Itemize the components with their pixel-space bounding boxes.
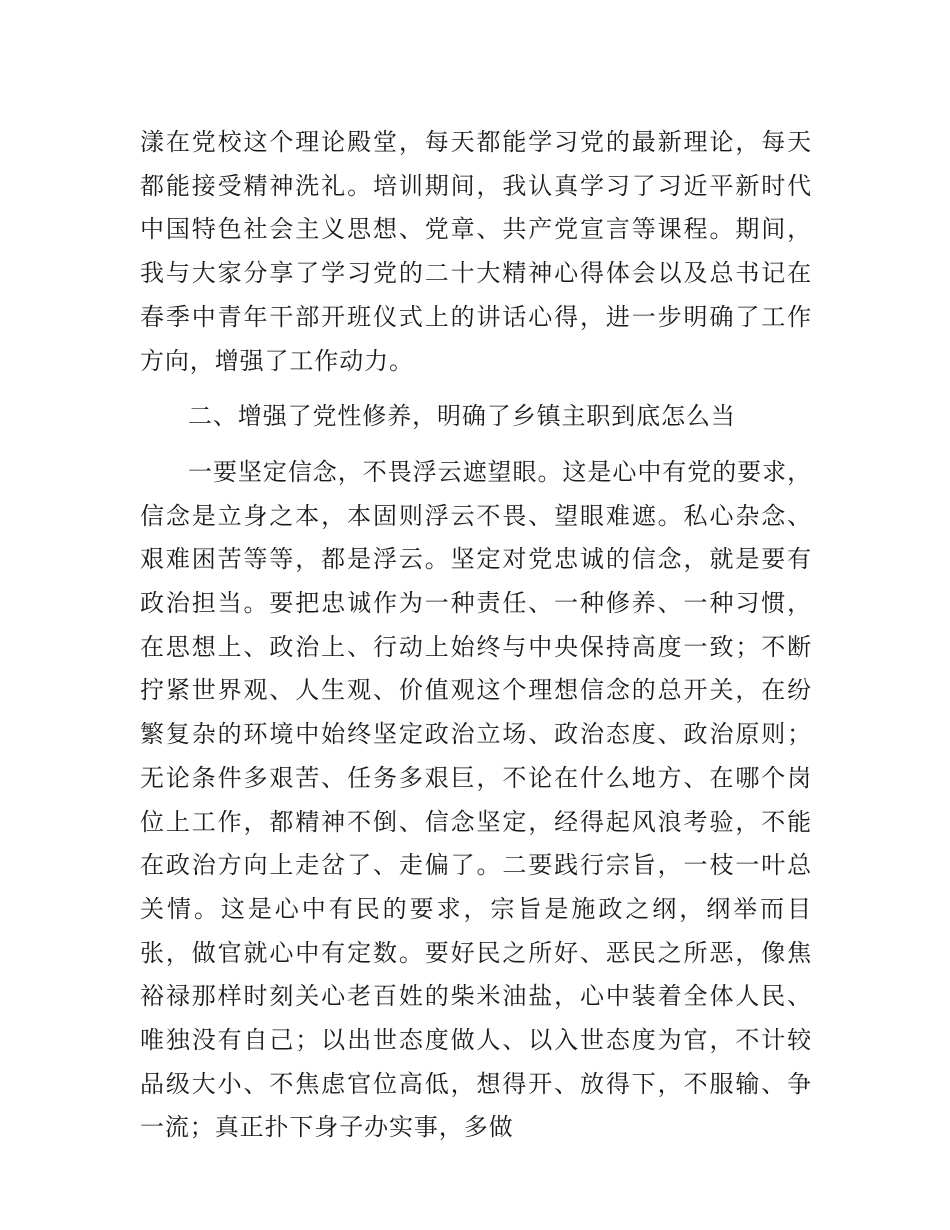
section-heading: 二、增强了党性修养，明确了乡镇主职到底怎么当	[188, 402, 736, 431]
paragraph-continuation: 漾在党校这个理论殿堂，每天都能学习党的最新理论，每天都能接受精神洗礼。培训期间，我认真学习了习近平新时代中国特色社会主义思想、党章、共产党宣言等课程。期间，我与大家分享了学习党的二十大精神心得体会以及总书记在春季中青年干部开班仪式上的讲话心得，进一步明确了工作方向，增强了工作动力。	[140, 128, 812, 375]
paragraph-body: 一要坚定信念，不畏浮云遮望眼。这是心中有党的要求，信念是立身之本，本固则浮云不畏、望眼难遮。私心杂念、艰难困苦等等，都是浮云。坚定对党忠诚的信念，就是要有政治担当。要把忠诚作为一种责任、一种修养、一种习惯，在思想上、政治上、行动上始终与中央保持高度一致；不断拧紧世界观、人生观、价值观这个理想信念的总开关，在纷繁复杂的环境中始终坚定政治立场、政治态度、政治原则；无论条件多艰苦、任务多艰巨，不论在什么地方、在哪个岗位上工作，都精神不倒、信念坚定，经得起风浪考验，不能在政治方向上走岔了、走偏了。二要践行宗旨，一枝一叶总关情。这是心中有民的要求，宗旨是施政之纲，纲举而目张，做官就心中有定数。要好民之所好、恶民之所恶，像焦裕禄那样时刻关心老百姓的柴米油盐，心中装着全体人民、唯独没有自己；以出世态度做人、以入世态度为官，不计较品级大小、不焦虑官位高低，想得开、放得下，不服输、争一流；真正扑下身子办实事，多做	[140, 457, 812, 1142]
document-body	[140, 121, 812, 1150]
